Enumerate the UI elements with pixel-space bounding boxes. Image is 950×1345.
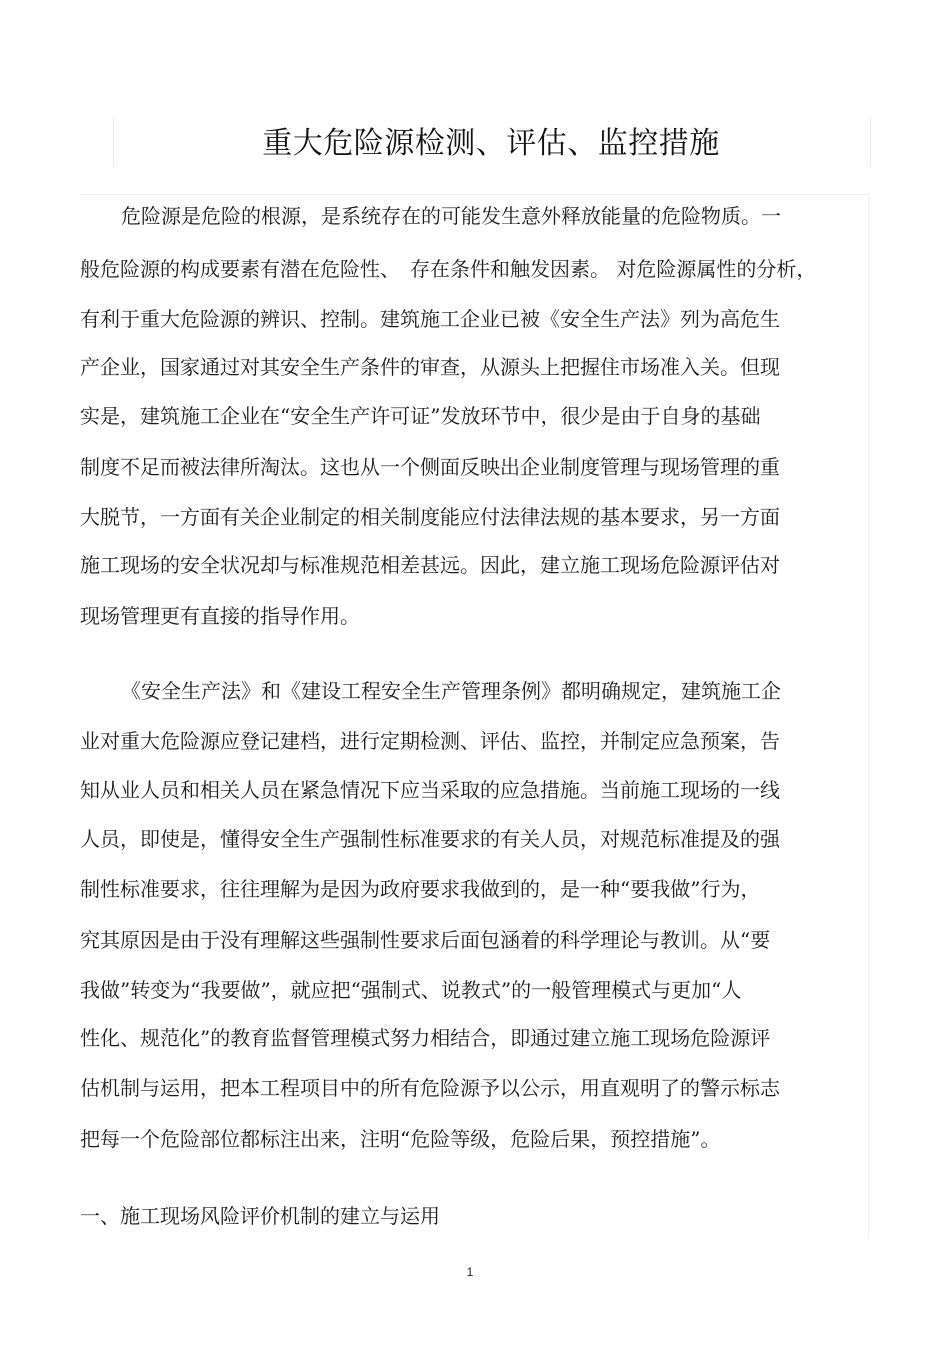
paragraph-line: 制性标准要求，往往理解为是因为政府要求我做到的，是一种“要我做”行为， <box>80 877 761 901</box>
paragraph-line: 性化、规范化”的教育监督管理模式努力相结合，即通过建立施工现场危险源评 <box>80 1026 771 1050</box>
paragraph-line: 究其原因是由于没有理解这些强制性要求后面包涵着的科学理论与教训。从“要 <box>80 928 771 952</box>
paragraph-line: 《安全生产法》和《建设工程安全生产管理条例》都明确规定，建筑施工企 <box>121 679 781 703</box>
paragraph-line: 危险源是危险的根源，是系统存在的可能发生意外释放能量的危险物质。一 <box>121 204 781 228</box>
paragraph-line: 我做”转变为“我要做”，就应把“强制式、说教式”的一般管理模式与更加“人 <box>80 978 742 1002</box>
section-heading: 一、施工现场风险评价机制的建立与运用 <box>80 1204 440 1228</box>
header-divider <box>80 194 869 195</box>
paragraph-line: 把每一个危险部位都标注出来，注明“危险等级，危险后果，预控措施”。 <box>80 1127 721 1151</box>
paragraph-line: 知从业人员和相关人员在紧急情况下应当采取的应急措施。当前施工现场的一线 <box>80 778 780 802</box>
paragraph-line: 估机制与运用，把本工程项目中的所有危险源予以公示，用直观明了的警示标志 <box>80 1076 780 1100</box>
page-number: 1 <box>466 1265 474 1279</box>
page-title: 重大危险源检测、评估、监控措施 <box>262 126 720 161</box>
paragraph-line: 有利于重大危险源的辨识、控制。建筑施工企业已被《安全生产法》列为高危生 <box>80 307 780 331</box>
right-margin-rule <box>868 195 869 1238</box>
paragraph-line: 实是，建筑施工企业在“安全生产许可证”发放环节中，很少是由于自身的基础 <box>80 404 761 428</box>
paragraph-line: 业对重大危险源应登记建档，进行定期检测、评估、监控，并制定应急预案，告 <box>80 729 780 753</box>
paragraph-line: 现场管理更有直接的指导作用。 <box>80 604 360 628</box>
paragraph-line: 般危险源的构成要素有潜在危险性、 存在条件和触发因素。 对危险源属性的分析， <box>80 257 817 281</box>
paragraph-line: 大脱节，一方面有关企业制定的相关制度能应付法律法规的基本要求，另一方面 <box>80 505 780 529</box>
paragraph-line: 产企业，国家通过对其安全生产条件的审查，从源头上把握住市场准入关。但现 <box>80 355 780 379</box>
paragraph-line: 施工现场的安全状况却与标准规范相差甚远。因此，建立施工现场危险源评估对 <box>80 553 780 577</box>
paragraph-line: 制度不足而被法律所淘汰。这也从一个侧面反映出企业制度管理与现场管理的重 <box>80 455 780 479</box>
paragraph-line: 人员，即使是，懂得安全生产强制性标准要求的有关人员，对规范标准提及的强 <box>80 827 780 851</box>
